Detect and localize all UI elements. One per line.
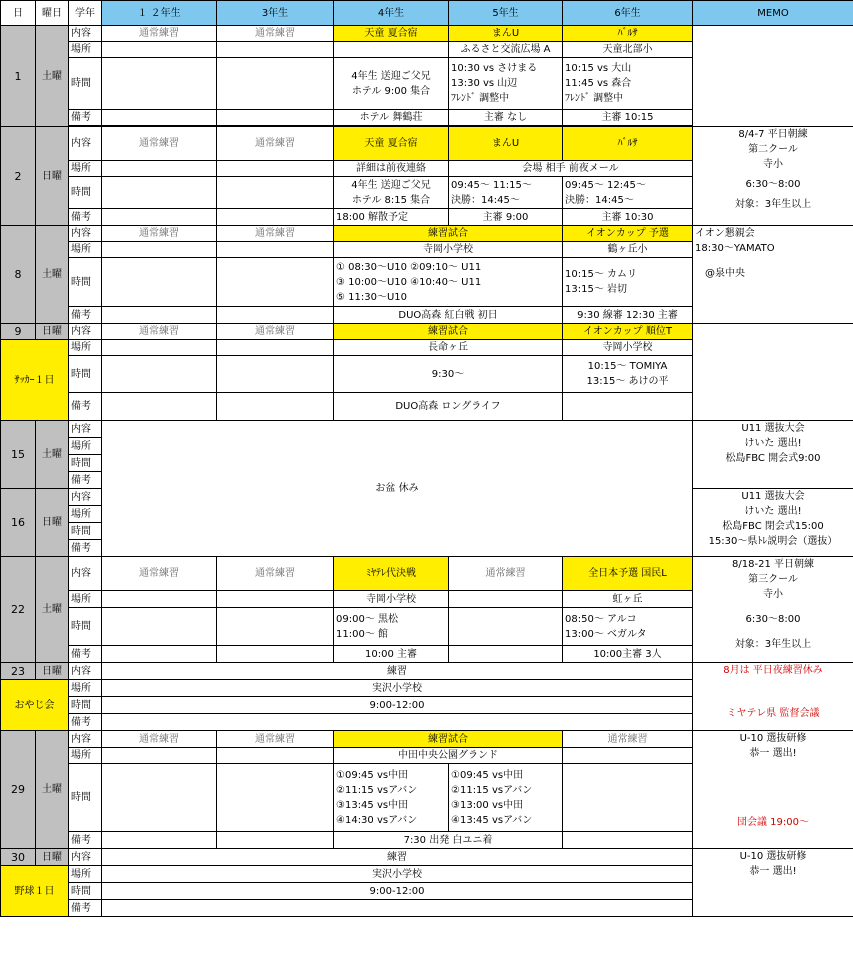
label-note: 備考 [69,540,102,557]
day2-g5-note: 主審 9:00 [449,209,563,226]
day23-content: 練習 [102,663,693,680]
header-grade-12: １ ２年生 [102,1,217,26]
label-note: 備考 [69,393,102,421]
day1-g5-note: 主審 なし [449,110,563,126]
day30-time: 9:00-12:00 [102,883,693,900]
day23-place: 実沢小学校 [102,680,693,697]
day29-g5-time: ①09:45 vs中田 ②11:15 vsアバン ③13:00 vs中田 ④13:45 vsアバン [449,764,563,832]
day22-g4-time: 09:00～ 黒松 11:00～ 館 [334,608,449,646]
label-time: 時間 [69,258,102,307]
label-note: 備考 [69,646,102,663]
label-place: 場所 [69,42,102,58]
label-place: 場所 [69,680,102,697]
day1-g5-time: 10:30 vs さけまる 13:30 vs 山辺 ﾌﾚﾝﾄﾞ 調整中 [449,58,563,110]
day2-g5-time: 09:45～ 11:15～ 決勝：14:45～ [449,177,563,209]
day15-content-row [1,421,853,438]
day9-content-row [1,324,853,340]
day2-content-row [1,127,853,161]
day9-g45-time: 9:30～ [334,356,563,393]
label-note: 備考 [69,307,102,324]
day15-memo: U11 選抜大会 けいた 選出! 松島FBC 開会式9:00 [693,421,853,489]
header-row [1,1,853,26]
day16-date: 16 [1,489,36,557]
day9-g6-place: 寺岡小学校 [563,340,693,356]
day2-g4-content: 天童 夏合宿 [334,127,449,161]
day23-content-row [1,663,853,680]
day23-dow: 日曜 [36,663,69,680]
day2-memo: 8/4-7 平日朝練 第二クール 寺小 6:30～8:00 対象：3年生以上 [693,127,853,226]
day1-g5-content: まんU [449,26,563,42]
header-grade-4: 4年生 [334,1,449,26]
label-note: 備考 [69,900,102,917]
day29-g6-content: 通常練習 [563,731,693,748]
label-time: 時間 [69,608,102,646]
day8-g45-content: 練習試合 [334,226,563,242]
day9-note-badge: ｻｯｶｰ１日 [1,340,69,421]
day1-g4-note: ホテル 舞鶴荘 [334,110,449,126]
header-grade-3: 3年生 [217,1,334,26]
day29-g3-content: 通常練習 [217,731,334,748]
day8-g3-content: 通常練習 [217,226,334,242]
day30-content: 練習 [102,849,693,866]
day29-g45-place: 中田中央公園グランド [334,748,563,764]
day22-g5-content: 通常練習 [449,557,563,591]
day2-g5-content: まんU [449,127,563,161]
label-place: 場所 [69,506,102,523]
day22-memo: 8/18-21 平日朝練 第三クール 寺小 6:30～8:00 対象：3年生以上 [693,557,853,663]
day2-g12-content: 通常練習 [102,127,217,161]
label-content: 内容 [69,557,102,591]
label-note: 備考 [69,110,102,126]
day1-g6-place: 天童北部小 [563,42,693,58]
label-content: 内容 [69,127,102,161]
day2-g56-place: 会場 相手 前夜メール [449,161,693,177]
day1-g12-content: 通常練習 [102,26,217,42]
label-content: 内容 [69,226,102,242]
day8-g45-place: 寺岡小学校 [334,242,563,258]
day23-date: 23 [1,663,36,680]
day1-g6-note: 主審 10:15 [563,110,693,126]
day22-g3-content: 通常練習 [217,557,334,591]
label-content: 内容 [69,421,102,438]
header-memo: MEMO [693,1,853,26]
day8-content-row [1,226,853,242]
label-place: 場所 [69,748,102,764]
day9-g45-content: 練習試合 [334,324,563,340]
label-time: 時間 [69,883,102,900]
day8-g45-note: DUO高森 紅白戦 初日 [334,307,563,324]
day9-g3-content: 通常練習 [217,324,334,340]
label-time: 時間 [69,58,102,110]
day22-g4-content: ﾐﾔﾃﾚ代決戦 [334,557,449,591]
day9-date: 9 [1,324,36,340]
day22-content-row [1,557,853,591]
day29-memo: U-10 選抜研修 恭一 選出! 団会議 19:00～ [693,731,853,849]
day2-g3-content: 通常練習 [217,127,334,161]
day15-date: 15 [1,421,36,489]
header-day: 日 [1,1,36,26]
header-dow: 曜日 [36,1,69,26]
day30-content-row [1,849,853,866]
label-content: 内容 [69,489,102,506]
obon-rest: お盆 休み [102,421,693,557]
day2-g6-content: ﾊﾞﾙｻ [563,127,693,161]
label-time: 時間 [69,455,102,472]
label-place: 場所 [69,340,102,356]
day1-content-row [1,26,853,42]
day1-g6-time: 10:15 vs 大山 11:45 vs 森合 ﾌﾚﾝﾄﾞ 調整中 [563,58,693,110]
label-note: 備考 [69,832,102,849]
day2-dow: 日曜 [36,127,69,226]
day1-g4-content: 天童 夏合宿 [334,26,449,42]
day16-memo: U11 選抜大会 けいた 選出! 松島FBC 閉会式15:00 15:30～県ﾄﾚ説明会（選抜） [693,489,853,557]
day1-date: 1 [1,26,36,127]
day8-memo: イオン懇親会 18:30～YAMATO @泉中央 [693,226,853,324]
header-grade-6: 6年生 [563,1,693,26]
day22-g4-note: 10:00 主審 [334,646,449,663]
label-content: 内容 [69,663,102,680]
label-time: 時間 [69,177,102,209]
day29-g4-time: ①09:45 vs中田 ②11:15 vsアバン ③13:45 vs中田 ④14:30 vsアバン [334,764,449,832]
day1-dow: 土曜 [36,26,69,127]
day22-g6-content: 全日本予選 国民L [563,557,693,591]
day29-dow: 土曜 [36,731,69,849]
day22-g4-place: 寺岡小学校 [334,591,449,608]
day8-g6-time: 10:15～ カムリ 13:15～ 岩切 [563,258,693,307]
label-time: 時間 [69,523,102,540]
day2-g4-note: 18:00 解散予定 [334,209,449,226]
day8-date: 8 [1,226,36,324]
label-place: 場所 [69,161,102,177]
day9-g6-content: イオンカップ 順位T [563,324,693,340]
header-grade: 学年 [69,1,102,26]
label-time: 時間 [69,697,102,714]
label-content: 内容 [69,731,102,748]
day9-g45-note: DUO高森 ロングライフ [334,393,563,421]
label-place: 場所 [69,242,102,258]
day8-g12-content: 通常練習 [102,226,217,242]
day22-g6-place: 虹ヶ丘 [563,591,693,608]
day23-time: 9:00-12:00 [102,697,693,714]
day8-dow: 土曜 [36,226,69,324]
day1-g6-content: ﾊﾞﾙｻ [563,26,693,42]
day2-g4-time: 4年生 送迎ご父兄 ホテル 8:15 集合 [334,177,449,209]
day9-g12-content: 通常練習 [102,324,217,340]
day29-date: 29 [1,731,36,849]
day22-g12-content: 通常練習 [102,557,217,591]
day29-g45-note: 7:30 出発 白ユニ着 [334,832,563,849]
day29-content-row [1,731,853,748]
label-note: 備考 [69,714,102,731]
day22-date: 22 [1,557,36,663]
day1-g3-content: 通常練習 [217,26,334,42]
day8-g6-note: 9:30 線審 12:30 主審 [563,307,693,324]
day23-memo: 8月は 平日夜練習休み ミヤテレ県 監督会議 [693,663,853,731]
header-grade-5: 5年生 [449,1,563,26]
label-note: 備考 [69,209,102,226]
day8-g6-content: イオンカップ 予選 [563,226,693,242]
day29-g12-content: 通常練習 [102,731,217,748]
label-place: 場所 [69,866,102,883]
day1-g4-time: 4年生 送迎ご父兄 ホテル 9:00 集合 [334,58,449,110]
day22-g6-note: 10:00主審 3人 [563,646,693,663]
label-content: 内容 [69,324,102,340]
label-note: 備考 [69,472,102,489]
day2-g4-place: 詳細は前夜連絡 [334,161,449,177]
day30-date: 30 [1,849,36,866]
day9-dow: 日曜 [36,324,69,340]
day2-g6-time: 09:45～ 12:45～ 決勝：14:45～ [563,177,693,209]
day8-g45-time: ① 08:30～U10 ②09:10～ U11 ③ 10:00～U10 ④10:40～ U11 ⑤ 11:30～U10 [334,258,563,307]
day9-g6-time: 10:15～ TOMIYA 13:15～ あけの平 [563,356,693,393]
day23-note-badge: おやじ会 [1,680,69,731]
day30-note-badge: 野球１日 [1,866,69,917]
label-content: 内容 [69,849,102,866]
day30-memo: U-10 選抜研修 恭一 選出! [693,849,853,917]
day2-date: 2 [1,127,36,226]
day29-g45-content: 練習試合 [334,731,563,748]
label-content: 内容 [69,26,102,42]
day9-memo [693,324,853,421]
label-place: 場所 [69,591,102,608]
day30-place: 実沢小学校 [102,866,693,883]
day1-memo [693,26,853,127]
day8-g6-place: 鶴ヶ丘小 [563,242,693,258]
day15-dow: 土曜 [36,421,69,489]
day30-dow: 日曜 [36,849,69,866]
day22-dow: 土曜 [36,557,69,663]
day2-g6-note: 主審 10:30 [563,209,693,226]
day16-dow: 日曜 [36,489,69,557]
day9-g45-place: 長命ヶ丘 [334,340,563,356]
label-time: 時間 [69,764,102,832]
day22-g6-time: 08:50～ アルコ 13:00～ ベガルタ [563,608,693,646]
day1-g5-place: ふるさと交流広場 A [449,42,563,58]
label-place: 場所 [69,438,102,455]
label-time: 時間 [69,356,102,393]
